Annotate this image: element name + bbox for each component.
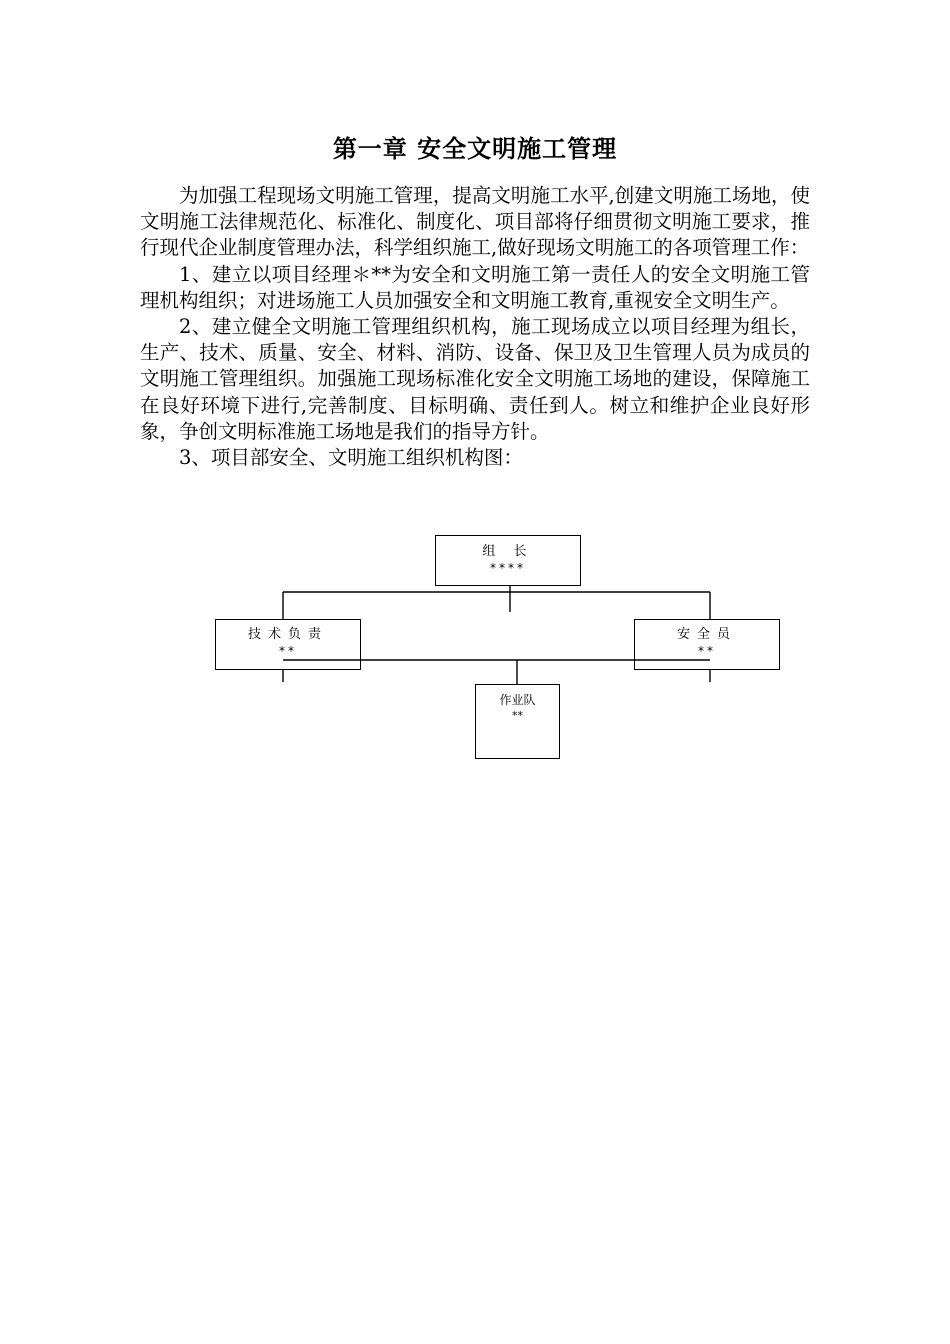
org-node-leader-label: 组 长 xyxy=(482,544,534,559)
org-node-safety xyxy=(634,619,780,670)
paragraph-intro: 为加强工程现场文明施工管理，提高文明施工水平,创建文明施工场地，使文明施工法律规范化、标准化、制度化、项目部将仔细贯彻文明施工要求，推行现代企业制度管理办法，科学组织施工,做好现场文明施工的各项管理工作： xyxy=(140,184,810,260)
org-node-team xyxy=(475,684,560,759)
org-node-tech xyxy=(215,619,361,670)
org-node-tech-label: 技术负责 xyxy=(247,627,328,642)
paragraph-item-3: 3、项目部安全、文明施工组织机构图： xyxy=(179,446,523,470)
org-node-team-name: ** xyxy=(512,709,523,722)
org-node-team-label: 作业队 xyxy=(499,693,536,707)
org-node-safety-label: 安全员 xyxy=(676,627,737,642)
org-node-safety-name: ** xyxy=(698,644,716,658)
org-node-leader xyxy=(435,535,581,586)
org-node-tech-name: ** xyxy=(279,644,297,658)
body-text xyxy=(140,183,810,471)
org-node-leader-name: **** xyxy=(490,561,526,575)
chapter-title: 第一章 安全文明施工管理 xyxy=(332,135,618,163)
paragraph-item-2: 2、建立健全文明施工管理组织机构，施工现场成立以项目经理为组长，生产、技术、质量、安全、材料、消防、设备、保卫及卫生管理人员为成员的文明施工管理组织。加强施工现场标准化安全文明施工场地的建设，保障施工在良好环境下进行,完善制度、目标明确、责任到人。树立和维护企业良好形象，争创文明标准施工场地是我们的指导方针。 xyxy=(140,315,810,443)
paragraph-item-1: 1、建立以项目经理＊**为安全和文明施工第一责任人的安全文明施工管理机构组织；对进场施工人员加强安全和文明施工教育,重视安全文明生产。 xyxy=(140,262,810,312)
